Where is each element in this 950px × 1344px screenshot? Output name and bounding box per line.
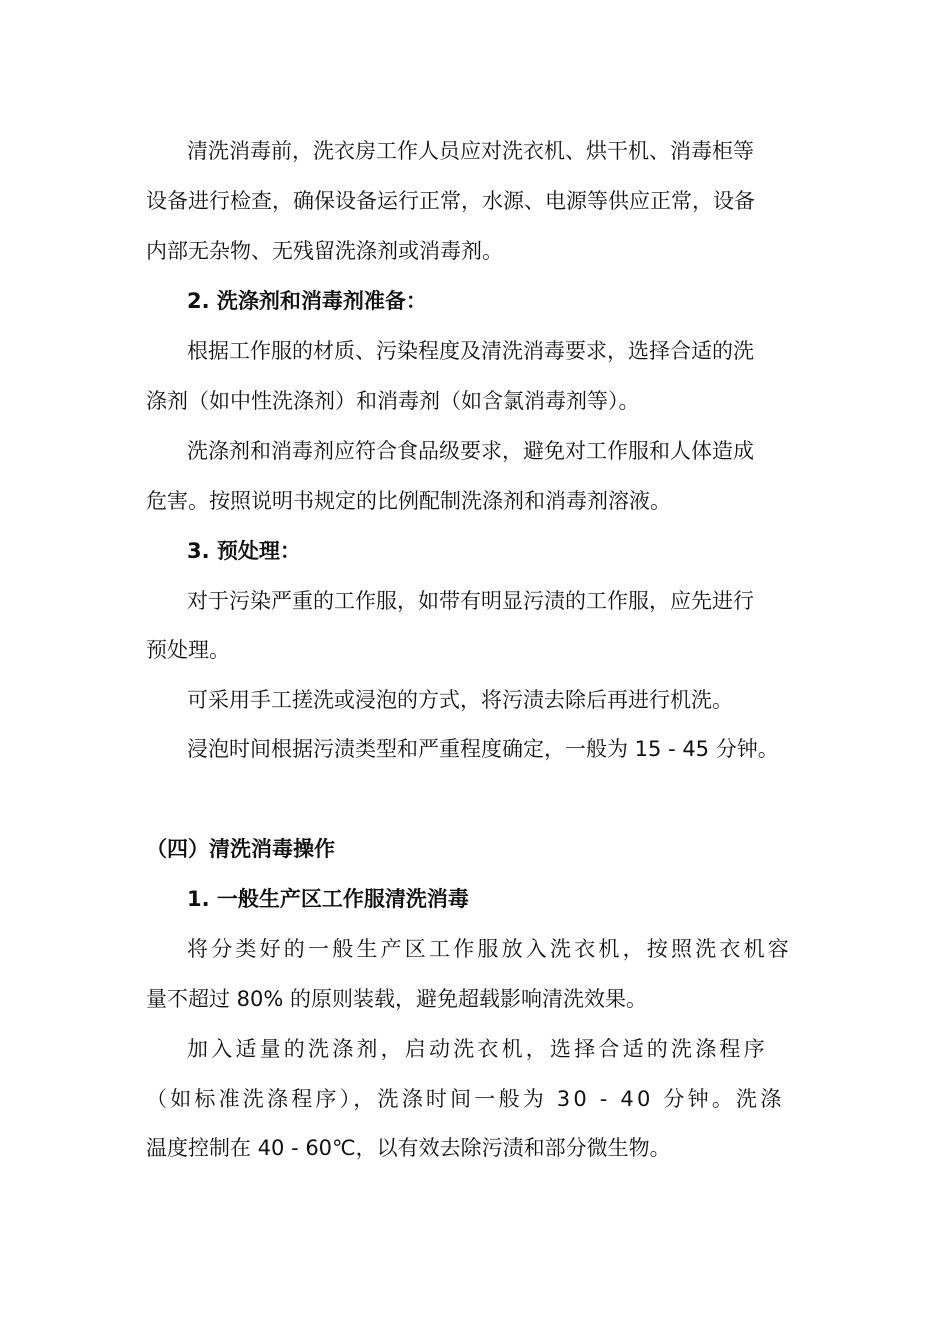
item-heading: 2. 洗涤剂和消毒剂准备：: [187, 289, 427, 313]
body-text: 预处理。: [146, 638, 230, 662]
body-text: 加入适量的洗涤剂，启动洗衣机，选择合适的洗涤程序: [187, 1037, 768, 1061]
body-text: 清洗消毒前，洗衣房工作人员应对洗衣机、烘干机、消毒柜等: [187, 139, 754, 163]
body-text: 量不超过 80% 的原则装载，避免超载影响清洗效果。: [146, 987, 648, 1011]
body-text: 浸泡时间根据污渍类型和严重程度确定，一般为 15 - 45 分钟。: [187, 737, 779, 761]
subsection-heading: 1. 一般生产区工作服清洗消毒: [187, 887, 469, 911]
body-text: 涤剂（如中性洗涤剂）和消毒剂（如含氯消毒剂等）。: [146, 389, 640, 413]
body-text: （如标准洗涤程序），洗涤时间一般为 30 - 40 分钟。洗涤: [146, 1087, 785, 1111]
body-text: 危害。按照说明书规定的比例配制洗涤剂和消毒剂溶液。: [146, 489, 671, 513]
body-text: 温度控制在 40 - 60℃，以有效去除污渍和部分微生物。: [146, 1136, 671, 1160]
body-text: 洗涤剂和消毒剂应符合食品级要求，避免对工作服和人体造成: [187, 439, 754, 463]
body-text: 将分类好的一般生产区工作服放入洗衣机，按照洗衣机容: [187, 937, 792, 961]
body-text: 内部无杂物、无残留洗涤剂或消毒剂。: [146, 239, 503, 263]
body-text: 对于污染严重的工作服，如带有明显污渍的工作服，应先进行: [187, 589, 754, 613]
body-text: 可采用手工搓洗或浸泡的方式，将污渍去除后再进行机洗。: [187, 688, 733, 712]
body-text: 设备进行检查，确保设备运行正常，水源、电源等供应正常，设备: [146, 189, 755, 213]
section-heading: （四）清洗消毒操作: [146, 837, 335, 861]
item-heading: 3. 预处理：: [187, 539, 301, 563]
body-text: 根据工作服的材质、污染程度及清洗消毒要求，选择合适的洗: [187, 339, 754, 363]
